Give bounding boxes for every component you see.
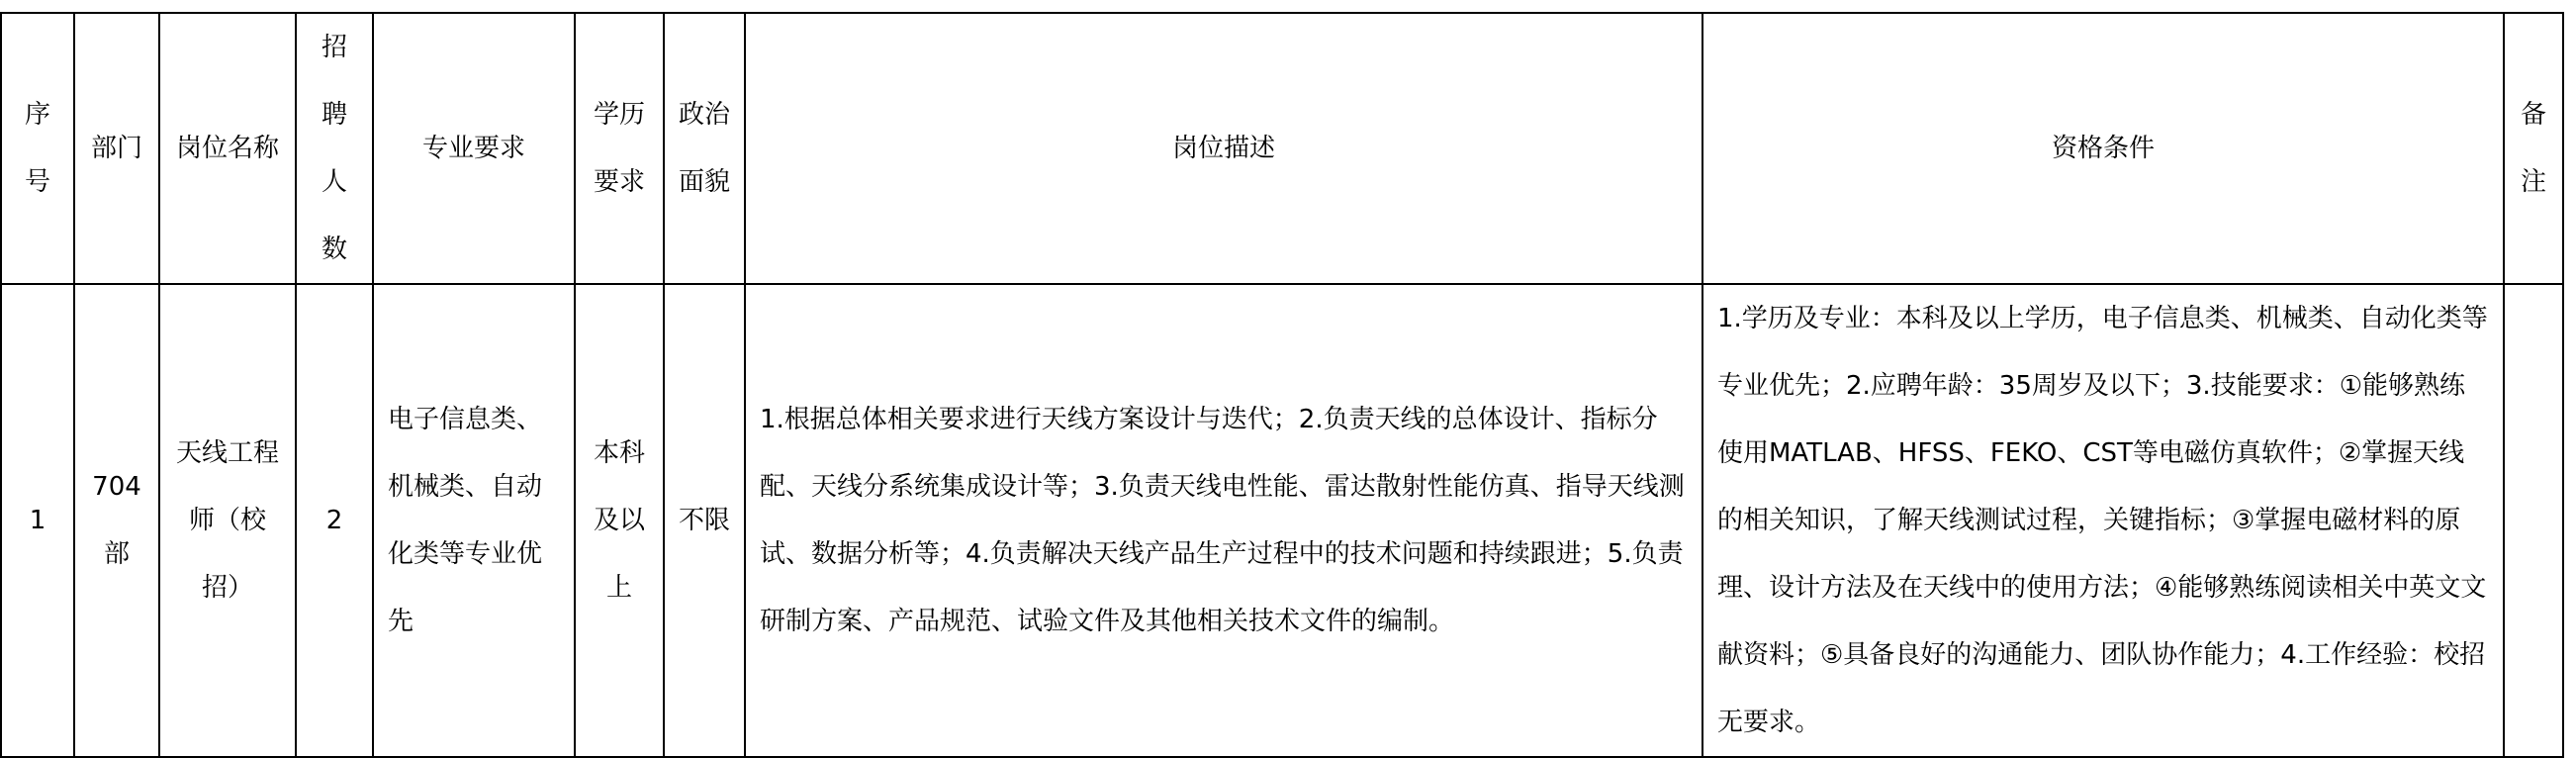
cell-qualification: 1.学历及专业：本科及以上学历，电子信息类、机械类、自动化类等专业优先；2.应聘年龄：35周岁及以下；3.技能要求：①能够熟练使用MATLAB、HFSS、FEKO、CST等电磁仿真软件；②掌握天线的相关知识，了解天线测试过程，关键指标；③掌握电磁材料的原理、设计方法及在天线中的使用方法；④能够熟练阅读相关中英文文献资料；⑤具备良好的沟通能力、团队协作能力；4.工作经验：校招无要求。 — [1702, 284, 2504, 757]
header-major-req: 专业要求 — [373, 13, 575, 284]
cell-description: 1.根据总体相关要求进行天线方案设计与迭代；2.负责天线的总体设计、指标分配、天线分系统集成设计等；3.负责天线电性能、雷达散射性能仿真、指导天线测试、数据分析等；4.负责解决天线产品生产过程中的技术问题和持续跟进；5.负责研制方案、产品规范、试验文件及其他相关技术文件的编制。 — [745, 284, 1702, 757]
cell-major-req: 电子信息类、机械类、自动化类等专业优先 — [373, 284, 575, 757]
header-qualification: 资格条件 — [1702, 13, 2504, 284]
header-dept: 部门 — [74, 13, 159, 284]
cell-edu-req: 本科及以上 — [575, 284, 664, 757]
header-edu-req: 学历要求 — [575, 13, 664, 284]
header-political: 政治面貌 — [664, 13, 745, 284]
cell-headcount: 2 — [296, 284, 373, 757]
header-position-name: 岗位名称 — [159, 13, 296, 284]
recruitment-table — [0, 12, 2564, 758]
header-remark: 备注 — [2504, 13, 2563, 284]
cell-position-name: 天线工程师（校招） — [159, 284, 296, 757]
table-row — [1, 284, 2563, 757]
cell-remark — [2504, 284, 2563, 757]
table-header-row — [1, 13, 2563, 284]
header-description: 岗位描述 — [745, 13, 1702, 284]
header-headcount: 招聘人数 — [296, 13, 373, 284]
header-seq: 序号 — [1, 13, 74, 284]
cell-dept: 704部 — [74, 284, 159, 757]
cell-seq: 1 — [1, 284, 74, 757]
cell-political: 不限 — [664, 284, 745, 757]
